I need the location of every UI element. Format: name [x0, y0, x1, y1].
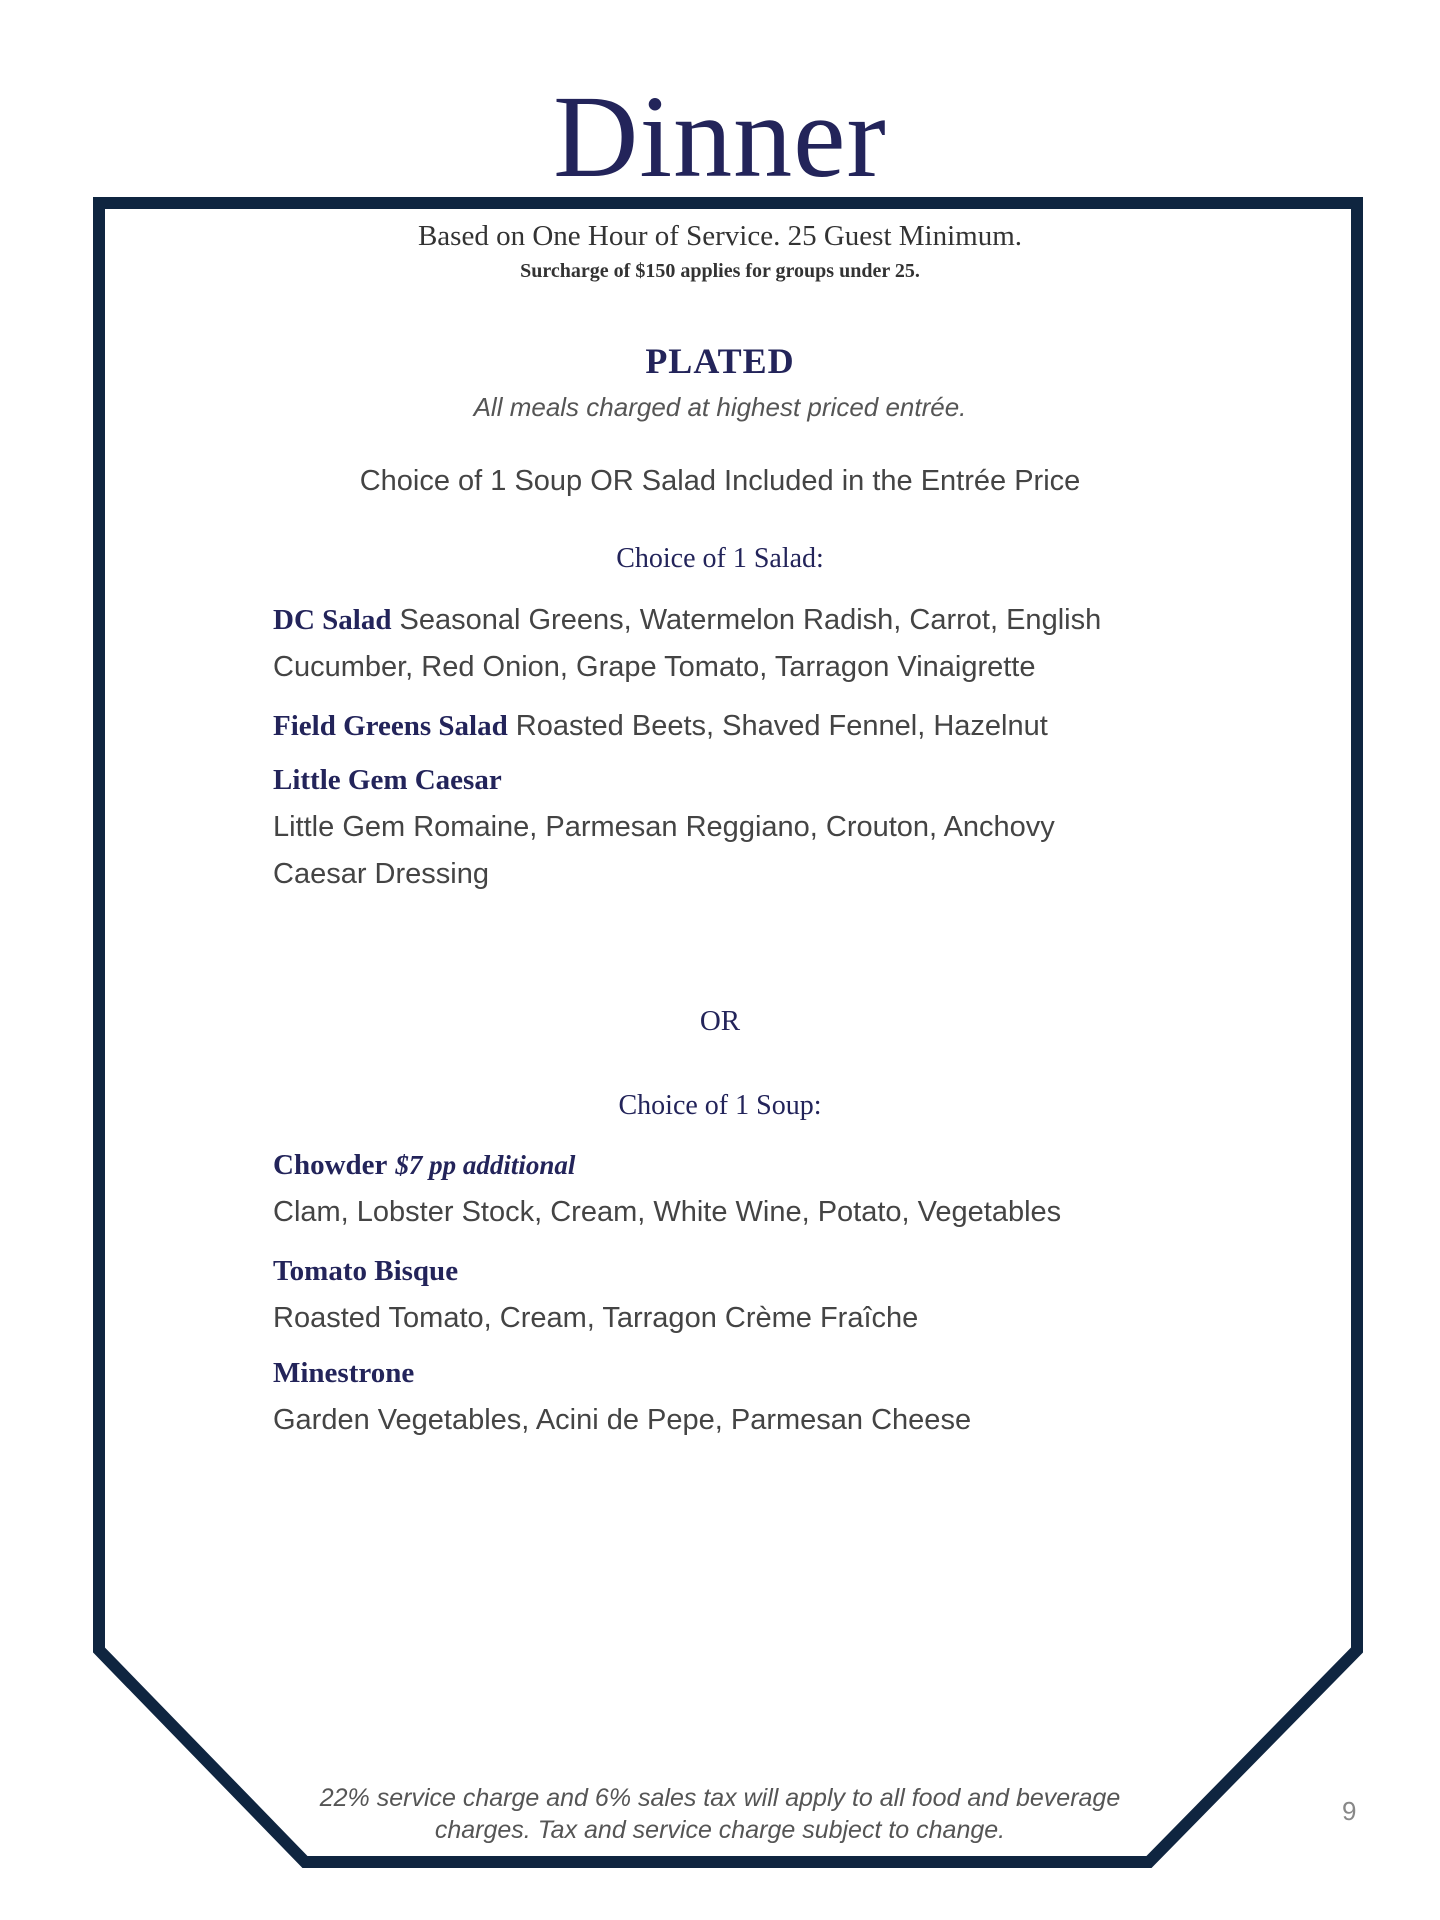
- item-description: Roasted Tomato, Cream, Tarragon Crème Fraîche: [273, 1302, 919, 1334]
- item-description: Garden Vegetables, Acini de Pepe, Parmesan Cheese: [273, 1404, 972, 1436]
- inclusion-note: Choice of 1 Soup OR Salad Included in the Entrée Price: [359, 465, 1081, 497]
- menu-item: [273, 703, 1143, 750]
- page-number: 9: [1342, 1796, 1357, 1826]
- service-basis: Based on One Hour of Service. 25 Guest Minimum.: [417, 220, 1023, 252]
- section-heading: PLATED: [645, 341, 795, 381]
- item-description: Seasonal Greens, Watermelon Radish, Carrot, English Cucumber, Red Onion, Grape Tomato, Tarragon Vinaigrette: [273, 604, 1102, 683]
- item-description: Little Gem Romaine, Parmesan Reggiano, Crouton, Anchovy Caesar Dressing: [273, 811, 1055, 890]
- item-name: Little Gem Caesar: [273, 764, 502, 796]
- or-divider: OR: [699, 1005, 741, 1037]
- item-name: Minestrone: [273, 1357, 415, 1389]
- page-title: Dinner: [553, 71, 887, 202]
- tax-note-line: charges. Tax and service charge subject to change.: [434, 1816, 1006, 1844]
- item-name: Chowder: [273, 1149, 388, 1181]
- menu-item: [273, 1248, 1143, 1342]
- item-name: DC Salad: [273, 604, 392, 636]
- menu-item: [273, 597, 1143, 691]
- menu-item: [273, 757, 1143, 898]
- item-name: Field Greens Salad: [273, 710, 508, 742]
- item-description: Clam, Lobster Stock, Cream, White Wine, Potato, Vegetables: [273, 1196, 1062, 1228]
- tax-service-note: [0, 1782, 1440, 1846]
- item-description: Roasted Beets, Shaved Fennel, Hazelnut: [515, 710, 1048, 742]
- item-name: Tomato Bisque: [273, 1255, 459, 1287]
- menu-item: [273, 1350, 1143, 1444]
- pricing-note: All meals charged at highest priced entrée.: [473, 392, 967, 422]
- item-surcharge: $7 pp additional: [395, 1150, 576, 1180]
- surcharge-note: Surcharge of $150 applies for groups under 25.: [520, 260, 920, 282]
- menu-item: [273, 1142, 1143, 1236]
- tax-note-line: 22% service charge and 6% sales tax will apply to all food and beverage: [319, 1784, 1121, 1812]
- salad-heading: Choice of 1 Salad:: [616, 543, 824, 574]
- soup-heading: Choice of 1 Soup:: [618, 1090, 822, 1121]
